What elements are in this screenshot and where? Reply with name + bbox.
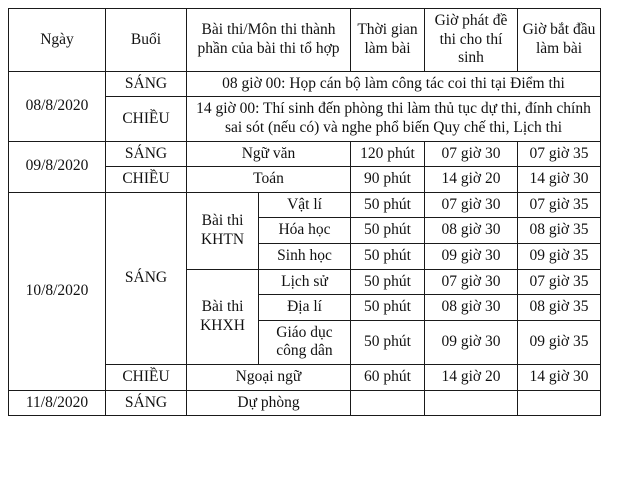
cell-paper-time: 14 giờ 20 (425, 167, 518, 193)
cell-group-label-khtn: Bài thi KHTN (187, 192, 259, 269)
cell-duration: 50 phút (351, 320, 425, 364)
cell-paper-time (425, 390, 518, 416)
column-header-start-time: Giờ bắt đầu làm bài (518, 9, 601, 72)
cell-notice: 08 giờ 00: Họp cán bộ làm công tác coi thi tại Điểm thi (187, 71, 601, 97)
cell-start-time: 14 giờ 30 (518, 167, 601, 193)
cell-subject: Ngữ văn (187, 141, 351, 167)
table-row (9, 192, 601, 218)
table-header-row (9, 9, 601, 72)
cell-start-time: 07 giờ 35 (518, 269, 601, 295)
cell-duration: 50 phút (351, 295, 425, 321)
table-row (9, 71, 601, 97)
cell-subject: Vật lí (259, 192, 351, 218)
cell-subject: Ngoại ngữ (187, 364, 351, 390)
table-row (9, 141, 601, 167)
cell-duration: 50 phút (351, 192, 425, 218)
cell-duration: 120 phút (351, 141, 425, 167)
cell-session: SÁNG (106, 141, 187, 167)
cell-session: SÁNG (106, 192, 187, 364)
cell-day: 09/8/2020 (9, 141, 106, 192)
cell-start-time: 08 giờ 35 (518, 295, 601, 321)
cell-day: 11/8/2020 (9, 390, 106, 416)
cell-duration: 90 phút (351, 167, 425, 193)
column-header-duration: Thời gian làm bài (351, 9, 425, 72)
table-row (9, 390, 601, 416)
column-header-day: Ngày (9, 9, 106, 72)
cell-subject: Lịch sử (259, 269, 351, 295)
cell-paper-time: 07 giờ 30 (425, 192, 518, 218)
cell-subject: Sinh học (259, 243, 351, 269)
cell-subject: Địa lí (259, 295, 351, 321)
cell-session: CHIỀU (106, 167, 187, 193)
cell-notice: 14 giờ 00: Thí sinh đến phòng thi làm thủ tục dự thi, đính chính sai sót (nếu có) và nghe phổ biến Quy chế thi, Lịch thi (187, 97, 601, 141)
column-header-subject: Bài thi/Môn thi thành phần của bài thi tổ hợp (187, 9, 351, 72)
cell-start-time: 09 giờ 35 (518, 320, 601, 364)
cell-start-time: 08 giờ 35 (518, 218, 601, 244)
cell-start-time: 14 giờ 30 (518, 364, 601, 390)
cell-duration: 60 phút (351, 364, 425, 390)
column-header-paper-time: Giờ phát đề thi cho thí sinh (425, 9, 518, 72)
cell-session: CHIỀU (106, 97, 187, 141)
cell-duration (351, 390, 425, 416)
cell-session: SÁNG (106, 390, 187, 416)
cell-session: SÁNG (106, 71, 187, 97)
exam-schedule-table (8, 8, 601, 416)
cell-subject: Hóa học (259, 218, 351, 244)
cell-day: 08/8/2020 (9, 71, 106, 141)
cell-duration: 50 phút (351, 269, 425, 295)
cell-start-time: 07 giờ 35 (518, 192, 601, 218)
cell-duration: 50 phút (351, 218, 425, 244)
cell-paper-time: 14 giờ 20 (425, 364, 518, 390)
cell-paper-time: 09 giờ 30 (425, 243, 518, 269)
cell-subject: Dự phòng (187, 390, 351, 416)
cell-session: CHIỀU (106, 364, 187, 390)
cell-paper-time: 08 giờ 30 (425, 218, 518, 244)
cell-day: 10/8/2020 (9, 192, 106, 390)
cell-start-time: 09 giờ 35 (518, 243, 601, 269)
cell-paper-time: 07 giờ 30 (425, 141, 518, 167)
cell-start-time: 07 giờ 35 (518, 141, 601, 167)
cell-group-label-khxh: Bài thi KHXH (187, 269, 259, 364)
cell-paper-time: 08 giờ 30 (425, 295, 518, 321)
cell-subject: Giáo dục công dân (259, 320, 351, 364)
cell-duration: 50 phút (351, 243, 425, 269)
cell-paper-time: 09 giờ 30 (425, 320, 518, 364)
cell-start-time (518, 390, 601, 416)
column-header-session: Buổi (106, 9, 187, 72)
cell-subject: Toán (187, 167, 351, 193)
cell-paper-time: 07 giờ 30 (425, 269, 518, 295)
